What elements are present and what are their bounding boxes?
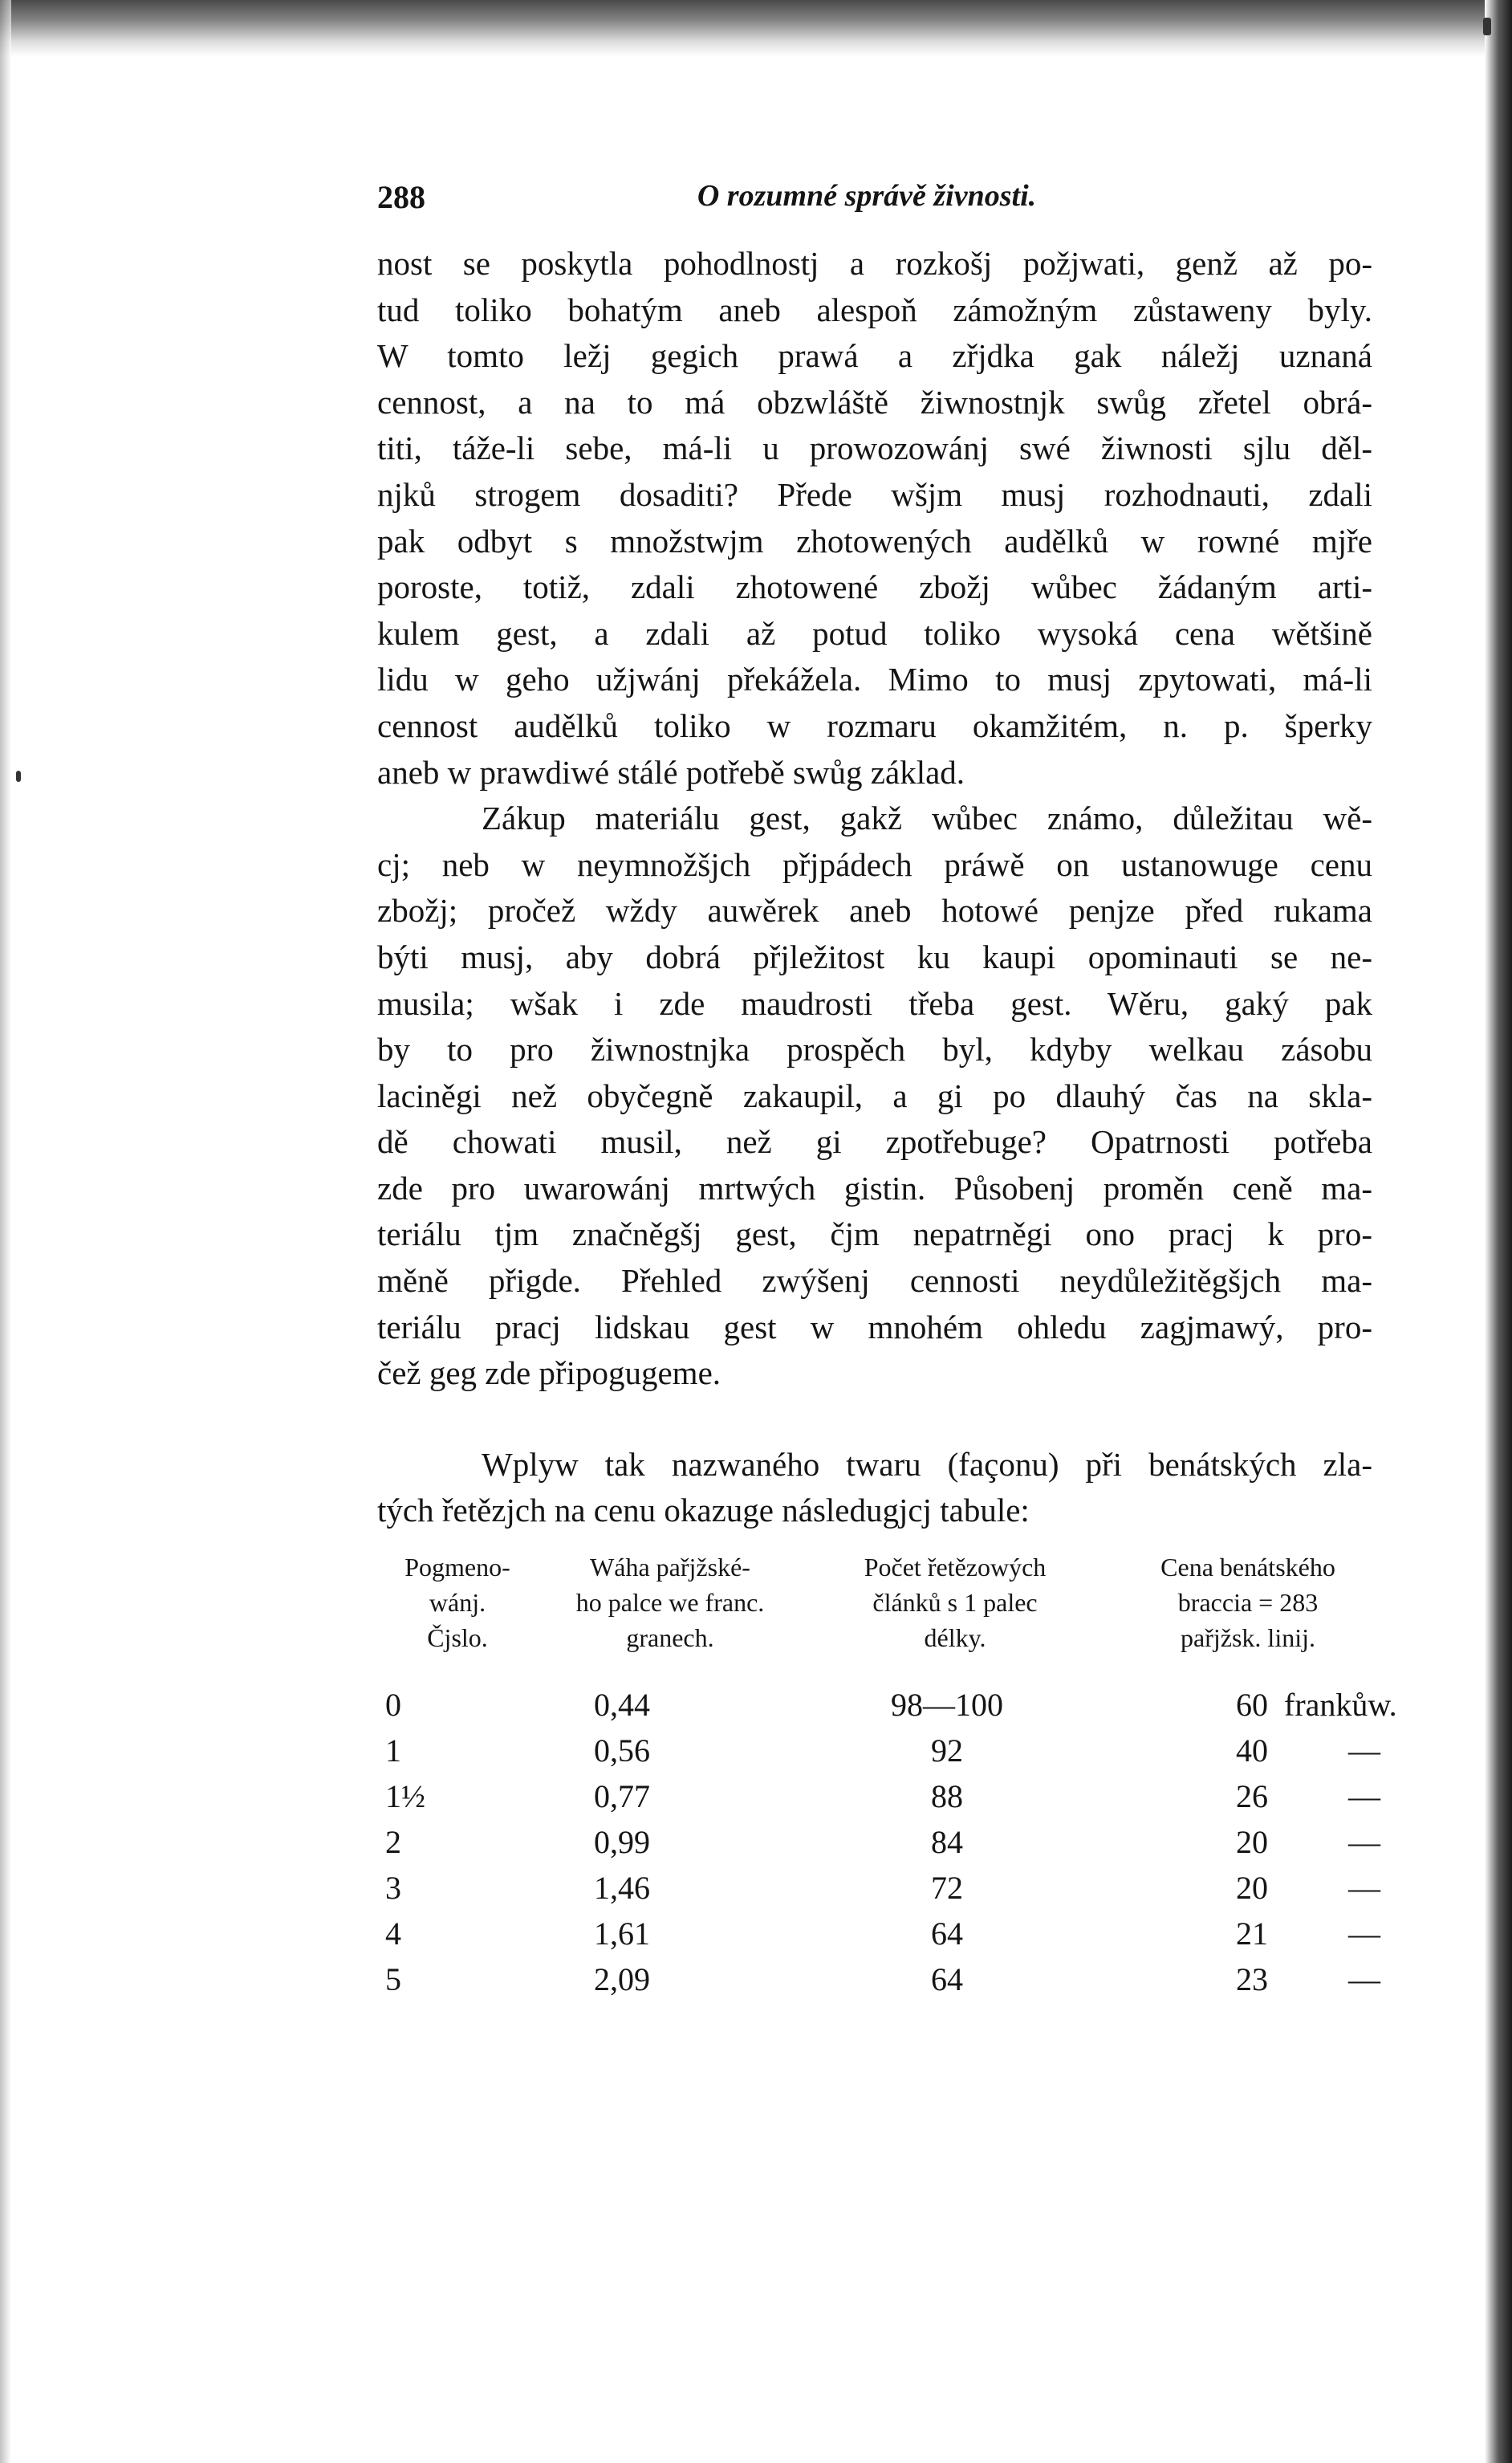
cell-jednotka: —: [1348, 1915, 1380, 1952]
table-row: [377, 1777, 1380, 1823]
cell-waha: 0,56: [594, 1732, 650, 1769]
text-line: cennost, a na to má obzwláště žiwnostnjk swůg zřetel obrá-: [377, 383, 1372, 421]
cell-pocet: 64: [931, 1961, 963, 1997]
cell-jednotka: —: [1348, 1824, 1380, 1860]
table-row: [377, 1915, 1380, 1960]
table-body: [377, 1686, 1397, 2006]
cell-cislo: 3: [385, 1870, 401, 1906]
cell-waha: 0,77: [594, 1778, 650, 1814]
cell-jednotka: —: [1348, 1732, 1380, 1769]
text-line: zbožj; pročež wždy auwěrek aneb hotowé penjze před rukama: [377, 892, 1372, 930]
text-line: by to pro žiwnostnjka prospěch byl, kdyby welkau zásobu: [377, 1031, 1372, 1069]
paragraph-start-line: Wplyw tak nazwaného twaru (façonu) při benátských zla-: [482, 1445, 1372, 1483]
scan-shadow-right: [1485, 0, 1512, 2463]
cell-jednotka: frankůw.: [1284, 1687, 1397, 1723]
cell-cena: 21: [1236, 1915, 1268, 1952]
text-line: laciněgi než obyčegně zakaupil, a gi po dlauhý čas na skla-: [377, 1077, 1372, 1114]
cell-pocet: 98—100: [891, 1687, 1003, 1723]
text-line: W tomto ležj gegich prawá a zřjdka gak náležj uznaná: [377, 337, 1372, 375]
scan-shadow-left: [0, 0, 11, 2463]
page-header: [377, 178, 1380, 226]
text-line: dě chowati musil, než gi zpotřebuge? Opatrnosti potřeba: [377, 1123, 1372, 1161]
text-line: tud toliko bohatým aneb alespoň zámožným zůstaweny byly.: [377, 291, 1372, 328]
paragraph-start-line: Zákup materiálu gest, gakž wůbec známo, důležitau wě-: [482, 800, 1372, 837]
column-header-cena: Cena benátského braccia = 283 pařjžsk. linij.: [1160, 1553, 1335, 1652]
cell-cena: 20: [1236, 1870, 1268, 1906]
text-line: kulem gest, a zdali až potud toliko wysoká cena wětšině: [377, 614, 1372, 652]
table-row: [377, 1823, 1380, 1869]
text-line: býti musj, aby dobrá přjležitost ku kaupi opominauti se ne-: [377, 938, 1372, 975]
cell-jednotka: —: [1348, 1961, 1380, 1997]
cell-waha: 1,61: [594, 1915, 650, 1952]
paragraph-gap: [377, 1397, 1372, 1442]
scan-shadow-top: [0, 0, 1512, 56]
cell-cislo: 5: [385, 1961, 401, 1997]
scan-speck: [16, 771, 21, 782]
cell-cena: 60: [1236, 1687, 1268, 1723]
text-line: zde pro uwarowánj mrtwých gistin. Působenj proměn ceně ma-: [377, 1169, 1372, 1207]
column-header-waha: Wáha pařjžské- ho palce we franc. granech.: [575, 1553, 765, 1652]
cell-cislo: 4: [385, 1915, 401, 1952]
column-header-pocet: Počet řetězowých článků s 1 palec délky.: [864, 1553, 1047, 1652]
text-line: titi, táže-li sebe, má-li u prowozowánj swé žiwnosti sjlu děl-: [377, 429, 1372, 467]
page-number: 288: [377, 179, 425, 215]
chain-price-table: [377, 1549, 1397, 2006]
cell-cena: 26: [1236, 1778, 1268, 1814]
cell-pocet: 92: [931, 1732, 963, 1769]
cell-cena: 40: [1236, 1732, 1268, 1769]
cell-cislo: 2: [385, 1824, 401, 1860]
text-line: čež geg zde připogugeme.: [377, 1354, 721, 1392]
cell-jednotka: —: [1348, 1778, 1380, 1814]
cell-waha: 1,46: [594, 1870, 650, 1906]
cell-waha: 0,99: [594, 1824, 650, 1860]
text-line: tých řetězjch na cenu okazuge následugjcj tabule:: [377, 1492, 1030, 1529]
cell-cislo: 0: [385, 1687, 401, 1723]
text-line: poroste, totiž, zdali zhotowené zbožj wůbec žádaným arti-: [377, 568, 1372, 606]
table-row: [377, 1686, 1397, 1732]
cell-cislo: 1½: [385, 1778, 425, 1814]
cell-pocet: 64: [931, 1915, 963, 1952]
cell-waha: 2,09: [594, 1961, 650, 1997]
cell-pocet: 72: [931, 1870, 963, 1906]
cell-waha: 0,44: [594, 1687, 650, 1723]
text-line: nost se poskytla pohodlnostj a rozkošj požjwati, genž až po-: [377, 245, 1372, 282]
table-row: [377, 1960, 1380, 2006]
body-text: [377, 241, 1372, 1534]
text-line: musila; wšak i zde maudrosti třeba gest. Wěru, gaký pak: [377, 984, 1372, 1022]
cell-jednotka: —: [1348, 1870, 1380, 1906]
text-line: aneb w prawdiwé stálé potřebě swůg základ.: [377, 753, 965, 791]
text-line: cennost audělků toliko w rozmaru okamžitém, n. p. šperky: [377, 706, 1372, 744]
text-line: teriálu pracj lidskau gest w mnohém ohledu zagjmawý, pro-: [377, 1308, 1372, 1345]
text-line: cj; neb w neymnožšjch přjpádech práwě on ustanowuge cenu: [377, 845, 1372, 883]
text-line: njků strogem dosaditi? Přede wšjm musj rozhodnauti, zdali: [377, 475, 1372, 513]
cell-pocet: 88: [931, 1778, 963, 1814]
table-row: [377, 1732, 1380, 1777]
table-header: [377, 1549, 1380, 1686]
cell-cena: 20: [1236, 1824, 1268, 1860]
running-title: O rozumné správě živnosti.: [697, 179, 1037, 213]
text-line: měně přigde. Přehled zwýšenj cennosti neydůležitěgšjch ma-: [377, 1262, 1372, 1300]
cell-cena: 23: [1236, 1961, 1268, 1997]
table-row: [377, 1869, 1380, 1915]
text-line: teriálu tjm značněgšj gest, čjm nepatrněgi ono pracj k pro-: [377, 1215, 1372, 1253]
text-line: pak odbyt s množstwjm zhotowených audělků w rowné mjře: [377, 522, 1372, 560]
column-header-cislo: Pogmeno- wánj. Čjslo.: [404, 1553, 510, 1652]
cell-cislo: 1: [385, 1732, 401, 1769]
cell-pocet: 84: [931, 1824, 963, 1860]
text-line: lidu w geho užjwánj překážela. Mimo to musj zpytowati, má-li: [377, 661, 1372, 698]
scan-speck: [1483, 18, 1491, 35]
